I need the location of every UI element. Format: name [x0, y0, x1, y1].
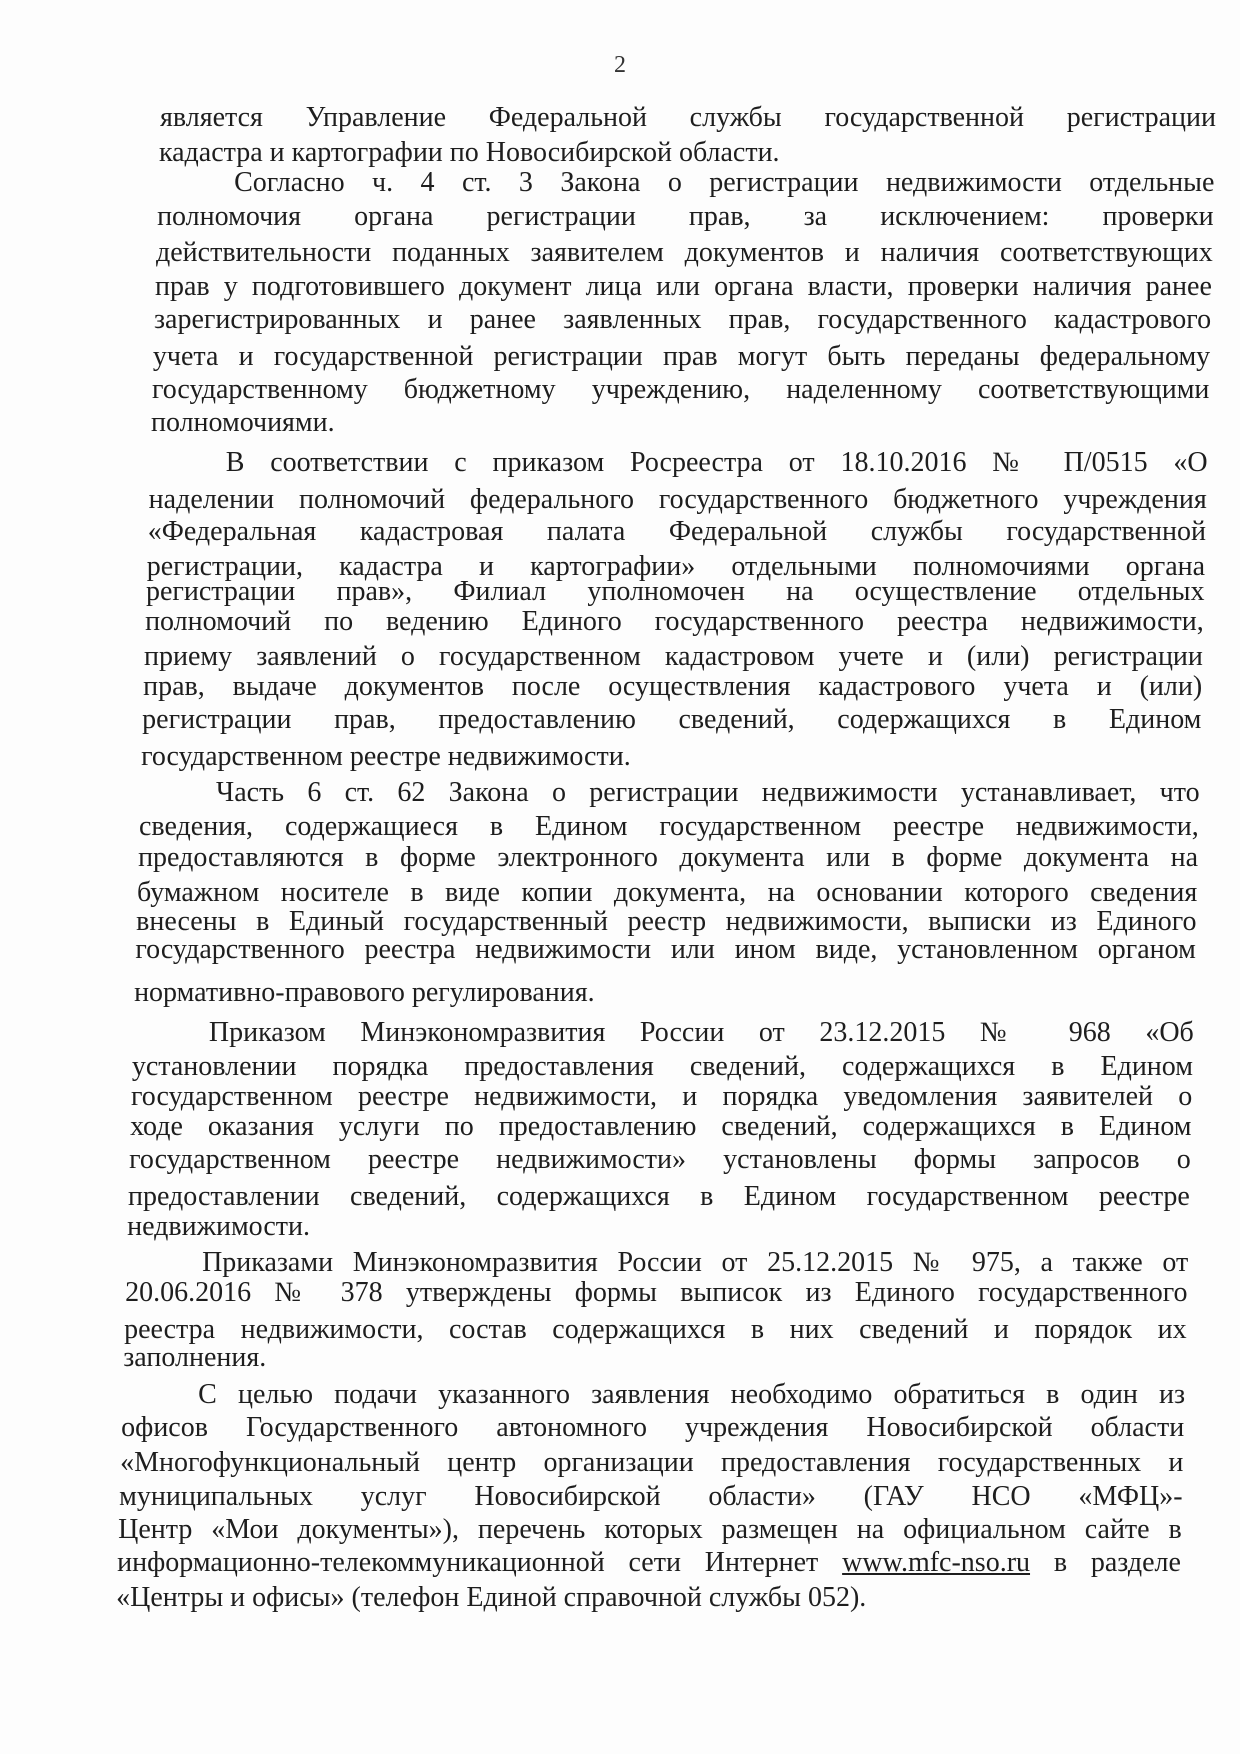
text-line: полномочия органа регистрации прав, за исключением: проверки	[157, 201, 1214, 232]
text-line: недвижимости.	[127, 1211, 311, 1242]
text-line: заполнения.	[123, 1342, 267, 1373]
text-line: реестра недвижимости, состав содержащихся в них сведений и порядок их	[124, 1314, 1187, 1345]
text-line: бумажном носителе в виде копии документа, на основании которого сведения	[137, 877, 1198, 908]
text-line: Центр «Мои документы»), перечень которых размещен на официальном сайте в	[118, 1514, 1182, 1545]
text-line: является Управление Федеральной службы государственной регистрации	[160, 102, 1216, 133]
text-line: наделении полномочий федерального государственного бюджетного учреждения	[148, 484, 1207, 515]
text-line: предоставлении сведений, содержащихся в Едином государственном реестре	[128, 1181, 1190, 1212]
website-link[interactable]: www.mfc-nso.ru	[842, 1547, 1031, 1578]
text-line: Согласно ч. 4 ст. 3 Закона о регистрации недвижимости отдельные	[234, 167, 1215, 198]
text-line: приему заявлений о государственном кадастровом учете и (или) регистрации	[144, 641, 1203, 672]
page-number: 2	[614, 52, 626, 78]
text-line: полномочий по ведению Единого государственного реестра недвижимости,	[145, 606, 1204, 637]
text-line: государственном реестре недвижимости» установлены формы запросов о	[129, 1144, 1191, 1175]
text-line: нормативно-правового регулирования.	[134, 977, 595, 1008]
text-line: полномочиями.	[150, 407, 335, 438]
text-line: государственном реестре недвижимости.	[141, 741, 631, 772]
text-line: муниципальных услуг Новосибирской области» (ГАУ НСО «МФЦ»-	[119, 1481, 1183, 1512]
text-line: «Центры и офисы» (телефон Единой справочной службы 052).	[116, 1582, 867, 1613]
text-line: «Многофункциональный центр организации предоставления государственных и	[120, 1447, 1184, 1478]
text-line: внесены в Единый государственный реестр недвижимости, выписки из Единого	[136, 906, 1197, 937]
text-line: информационно-телекоммуникационной сети Интернет www.mfc-nso.ru в разделе	[117, 1547, 1181, 1578]
text-line: Приказом Минэкономразвития России от 23.12.2015 № 968 «Об	[208, 1017, 1194, 1048]
text-line: «Федеральная кадастровая палата Федеральной службы государственной	[147, 516, 1206, 547]
text-line: офисов Государственного автономного учреждения Новосибирской области	[121, 1412, 1185, 1443]
text-line: государственному бюджетному учреждению, наделенному соответствующими	[151, 374, 1210, 405]
text-line: зарегистрированных и ранее заявленных прав, государственного кадастрового	[154, 304, 1212, 335]
text-line: 20.06.2016 № 378 утверждены формы выписок из Единого государственного	[125, 1277, 1188, 1308]
text-line: государственном реестре недвижимости, и порядка уведомления заявителей о	[130, 1081, 1193, 1112]
text-line: С целью подачи указанного заявления необходимо обратиться в один из	[198, 1379, 1186, 1410]
text-line: государственного реестра недвижимости или ином виде, установленном органом	[135, 934, 1196, 965]
text-line: сведения, содержащиеся в Едином государственном реестре недвижимости,	[138, 811, 1199, 842]
text-line: кадастра и картографии по Новосибирской области.	[158, 137, 780, 168]
text-line: прав у подготовившего документ лица или органа власти, проверки наличия ранее	[154, 271, 1212, 302]
text-line: прав, выдаче документов после осуществления кадастрового учета и (или)	[143, 671, 1203, 702]
text-line: регистрации прав», Филиал уполномочен на осуществление отдельных	[145, 576, 1205, 607]
text-line: Приказами Минэкономразвития России от 25.12.2015 № 975, а также от	[202, 1247, 1189, 1278]
text-line: В соответствии с приказом Росреестра от 18.10.2016 № П/0515 «О	[225, 447, 1208, 478]
text-line: предоставляются в форме электронного документа или в форме документа на	[138, 842, 1199, 873]
text-line: ходе оказания услуги по предоставлению сведений, содержащихся в Едином	[130, 1111, 1192, 1142]
text-line: действительности поданных заявителем документов и наличия соответствующих	[156, 237, 1213, 268]
text-line: регистрации прав, предоставлению сведений, содержащихся в Едином	[142, 704, 1202, 735]
text-line: установлении порядка предоставления сведений, содержащихся в Едином	[131, 1051, 1193, 1082]
text-line: Часть 6 ст. 62 Закона о регистрации недвижимости устанавливает, что	[216, 777, 1200, 808]
text-line: учета и государственной регистрации прав могут быть переданы федеральному	[152, 341, 1211, 372]
text-line: регистрации, кадастра и картографии» отдельными полномочиями органа	[146, 551, 1206, 582]
